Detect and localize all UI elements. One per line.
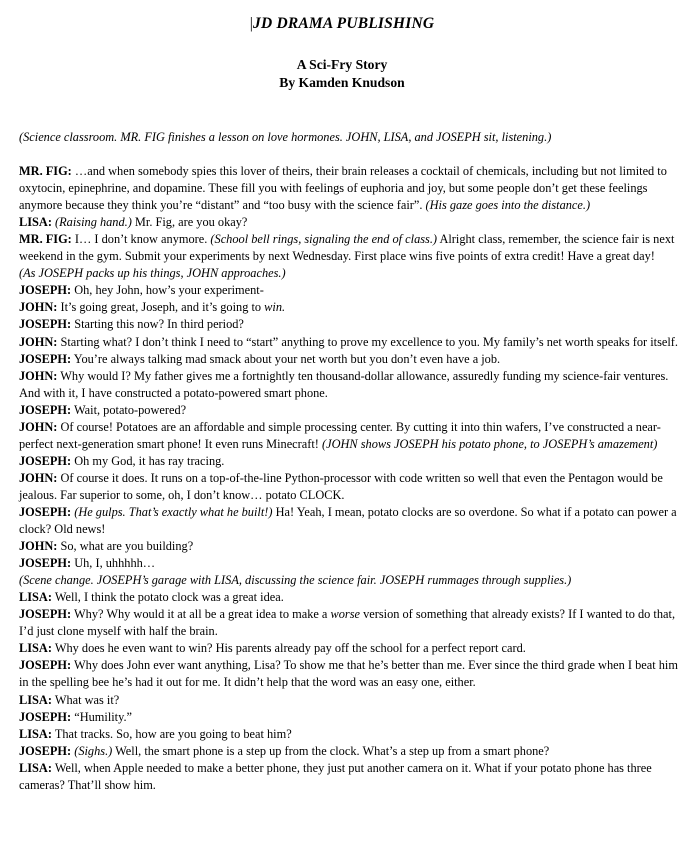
dialogue-text: Of course! Potatoes are an affordable and simple processing center. By cutting it into thin wafers, I’ve constructed a near-perfect next-generation smart phone! It even runs Minecraft!	[19, 419, 661, 451]
speaker-name: JOSEPH:	[19, 402, 72, 417]
dialogue-line	[19, 709, 679, 726]
dialogue-text: Well, when Apple needed to make a better phone, they just put another camera on it. What if your potato phone has three cameras? That’ll show him.	[19, 760, 652, 792]
dialogue-text: That tracks. So, how are you going to beat him?	[54, 726, 292, 741]
inline-direction: (Raising hand.)	[55, 215, 132, 230]
dialogue-line	[19, 470, 679, 504]
speaker-name: JOSEPH:	[19, 607, 72, 622]
speaker-name: LISA:	[19, 641, 52, 656]
speaker-name: JOSEPH:	[19, 709, 72, 724]
dialogue-line	[19, 555, 679, 572]
dialogue-text: Well, I think the potato clock was a great idea.	[54, 590, 284, 605]
title-block	[0, 56, 684, 92]
dialogue-line	[19, 726, 679, 743]
dialogue-line	[19, 282, 679, 299]
script-body	[19, 129, 679, 794]
dialogue-text: Starting this now? In third period?	[74, 317, 244, 332]
publisher-header	[0, 15, 684, 33]
dialogue-line	[19, 299, 679, 316]
dialogue-text: I… I don’t know anymore.	[74, 232, 211, 247]
dialogue-line	[19, 692, 679, 709]
dialogue-text: Why would I? My father gives me a fortnightly ten thousand-dollar allowance, assuredly funding my science-fair ventures. And with it, I have constructed a potato-powered smart phone.	[19, 368, 669, 400]
dialogue-line	[19, 760, 679, 794]
dialogue-line	[19, 402, 679, 419]
dialogue-text: Oh my God, it has ray tracing.	[74, 453, 225, 468]
inline-direction: (JOHN shows JOSEPH his potato phone, to JOSEPH’s amazement)	[321, 436, 658, 451]
speaker-name: JOSEPH:	[19, 556, 72, 571]
speaker-name: LISA:	[19, 590, 52, 605]
dialogue-text: Of course it does. It runs on a top-of-the-line Python-processor with code written so well that even the Pentagon would be jealous. Far superior to some, oh, I don’t know… potato CLOCK.	[19, 470, 663, 502]
dialogue-line	[19, 538, 679, 555]
dialogue-text: Uh, I, uhhhhh…	[74, 556, 156, 571]
dialogue-text: Alright class, remember, the science fair is next weekend in the gym. Submit your experiments by next Wednesday. First place wins five points of extra credit! Have a great day!	[19, 232, 675, 264]
dialogue-line	[19, 214, 679, 231]
dialogue-line	[19, 657, 679, 691]
dialogue-line	[19, 231, 679, 265]
stage-direction	[19, 129, 679, 146]
speaker-name: JOHN:	[19, 334, 58, 349]
speaker-name: LISA:	[19, 760, 52, 775]
inline-direction: (Sighs.)	[74, 743, 113, 758]
inline-direction: (He gulps. That’s exactly what he built!)	[74, 504, 273, 519]
dialogue-text: version of something that already exists? If I wanted to do that, I’d just clone myself with half the brain.	[19, 607, 676, 639]
dialogue-text: Ha! Yeah, I mean, potato clocks are so overdone. So what if a potato can power a clock? Old news!	[19, 504, 677, 537]
speaker-name: JOHN:	[19, 300, 58, 315]
dialogue-text: Well, the smart phone is a step up from the clock. What’s a step up from a smart phone?	[112, 743, 550, 758]
dialogue-line	[19, 504, 679, 538]
play-title: A Sci-Fry Story	[296, 57, 388, 72]
play-byline: By Kamden Knudson	[279, 75, 405, 90]
speaker-name: JOHN:	[19, 470, 58, 485]
speaker-name: JOHN:	[19, 368, 58, 383]
dialogue-text: Why does John ever want anything, Lisa? To show me that he’s better than me. Ever since the third grade when I beat him in the spelling bee he’s had it out for me. It didn’t help that the word was an easy one, either.	[19, 658, 678, 690]
dialogue-text: Mr. Fig, are you okay?	[131, 215, 248, 230]
dialogue-text: Why does he even want to win? His parents already pay off the school for a perfect report card.	[54, 641, 526, 656]
dialogue-text: Wait, potato-powered?	[74, 402, 187, 417]
dialogue-text: So, what are you building?	[60, 539, 194, 554]
speaker-name: JOSEPH:	[19, 317, 72, 332]
speaker-name: JOSEPH:	[19, 453, 72, 468]
speaker-name: LISA:	[19, 215, 52, 230]
dialogue-line	[19, 419, 679, 453]
dialogue-line	[19, 743, 679, 760]
dialogue-line	[19, 334, 679, 351]
dialogue-line	[19, 589, 679, 606]
dialogue-text: What was it?	[54, 692, 120, 707]
speaker-name: LISA:	[19, 692, 52, 707]
text-cursor: |	[249, 15, 254, 32]
dialogue-line	[19, 453, 679, 470]
inline-direction: worse	[330, 607, 360, 622]
inline-direction: (His gaze goes into the distance.)	[425, 198, 591, 213]
speaker-name: JOSEPH:	[19, 743, 72, 758]
dialogue-line	[19, 606, 679, 640]
dialogue-line	[19, 316, 679, 333]
paragraph-spacer	[19, 146, 679, 163]
inline-direction: win.	[264, 300, 286, 315]
publisher-name: JD DRAMA PUBLISHING	[253, 15, 435, 32]
stage-direction	[19, 265, 679, 282]
dialogue-line	[19, 163, 679, 214]
dialogue-line	[19, 640, 679, 657]
dialogue-text: “Humility.”	[74, 709, 133, 724]
dialogue-line	[19, 351, 679, 368]
stage-direction-text: (Scene change. JOSEPH’s garage with LISA, discussing the science fair. JOSEPH rummages through supplies.)	[19, 573, 572, 588]
speaker-name: JOSEPH:	[19, 351, 72, 366]
dialogue-text: Why? Why would it at all be a great idea to make a	[74, 607, 331, 622]
speaker-name: JOSEPH:	[19, 504, 72, 519]
dialogue-text: You’re always talking mad smack about your net worth but you don’t even have a job.	[73, 351, 501, 366]
dialogue-text: …and when somebody spies this lover of theirs, their brain releases a cocktail of chemicals, including but not limited to oxytocin, epinephrine, and dopamine. These fill you with feelings of euphoria and joy, but some people don’t get these feelings anymore because they think you’re “distant” and “too busy with the science fair”.	[19, 164, 667, 213]
speaker-name: JOSEPH:	[19, 283, 72, 298]
dialogue-text: Starting what? I don’t think I need to “start” anything to prove my excellence to you. My family’s net worth speaks for itself.	[60, 334, 678, 349]
dialogue-text: It’s going great, Joseph, and it’s going to	[60, 300, 265, 315]
dialogue-text: Oh, hey John, how’s your experiment-	[74, 283, 264, 298]
inline-direction: (School bell rings, signaling the end of class.)	[210, 232, 438, 247]
dialogue-line	[19, 368, 679, 402]
speaker-name: JOHN:	[19, 419, 58, 434]
stage-direction-text: (As JOSEPH packs up his things, JOHN approaches.)	[19, 266, 286, 281]
stage-direction-text: (Science classroom. MR. FIG finishes a lesson on love hormones. JOHN, LISA, and JOSEPH sit, listening.)	[19, 130, 552, 144]
speaker-name: MR. FIG:	[19, 164, 72, 179]
speaker-name: JOHN:	[19, 539, 58, 554]
stage-direction	[19, 572, 679, 589]
speaker-name: JOSEPH:	[19, 658, 72, 673]
speaker-name: LISA:	[19, 726, 52, 741]
speaker-name: MR. FIG:	[19, 232, 72, 247]
